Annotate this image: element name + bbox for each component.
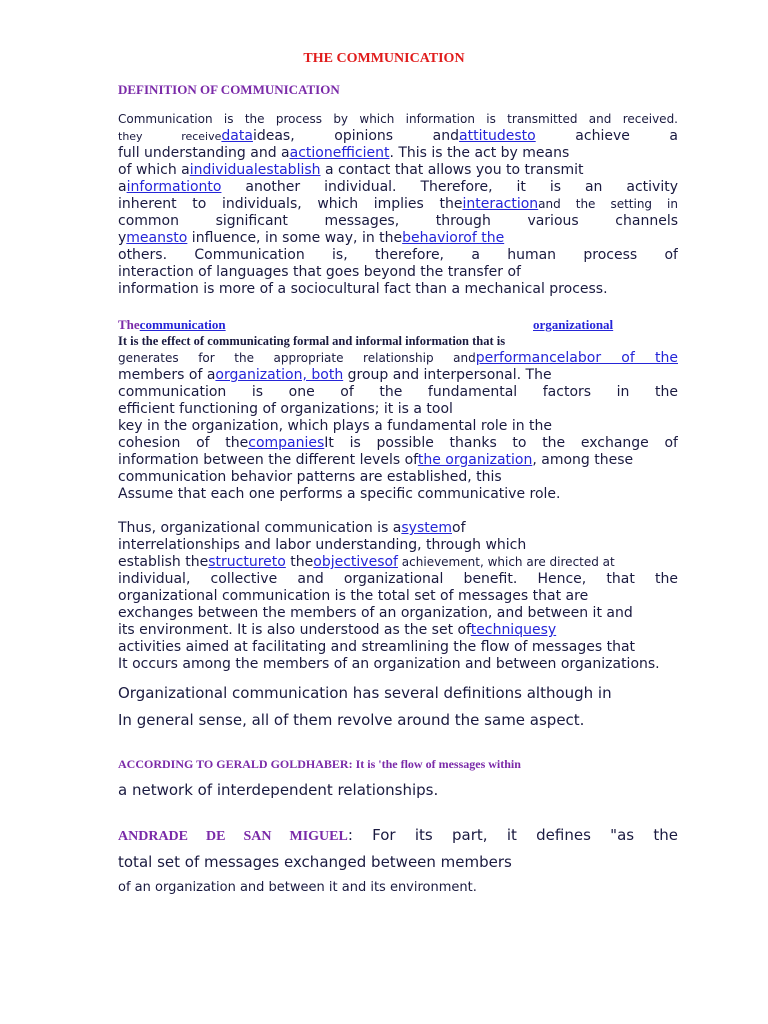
inline-text: . This is the act by means bbox=[389, 145, 570, 161]
para2-line bbox=[118, 384, 678, 401]
inline-text: efficient functioning of organizations; it is a tool bbox=[118, 401, 453, 417]
inline-link[interactable]: performancelabor of the bbox=[475, 350, 678, 366]
definitions-line-2: In general sense, all of them revolve around the same aspect. bbox=[118, 711, 585, 729]
para1-line bbox=[118, 230, 678, 247]
para3-line bbox=[118, 520, 678, 537]
inline-link[interactable]: behaviorof the bbox=[402, 230, 505, 246]
para3-line bbox=[118, 622, 678, 639]
para1-line bbox=[118, 145, 678, 162]
para1-line bbox=[118, 196, 678, 213]
inline-text: a bbox=[118, 179, 127, 195]
inline-link[interactable]: actionefficient bbox=[289, 145, 390, 161]
inline-text: the bbox=[285, 554, 314, 570]
para3-line bbox=[118, 571, 678, 588]
para3-line bbox=[118, 588, 678, 605]
para2-line bbox=[118, 486, 678, 503]
inline-text: group and interpersonal. The bbox=[343, 367, 552, 383]
para1-line bbox=[118, 213, 678, 230]
para2-line bbox=[118, 452, 678, 469]
inline-text: influence, in some way, in the bbox=[187, 230, 403, 246]
definitions-paragraph bbox=[118, 680, 678, 734]
para3-line bbox=[118, 554, 678, 571]
andrade-line-1 bbox=[118, 822, 678, 849]
inline-text: exchanges between the members of an organization, and between it and bbox=[118, 605, 633, 621]
inline-text: ideas, opinions and bbox=[252, 128, 460, 144]
inline-text: members of a bbox=[118, 367, 216, 383]
inline-text: cohesion of the bbox=[118, 435, 249, 451]
inline-text: Thus, organizational communication is a bbox=[118, 520, 402, 536]
inline-text: It is possible thanks to the exchange of bbox=[324, 435, 678, 451]
page-title: THE COMMUNICATION bbox=[303, 51, 465, 66]
inline-text: information is more of a sociocultural fact than a mechanical process. bbox=[118, 281, 608, 297]
inline-text: inherent to individuals, which implies the bbox=[118, 196, 463, 212]
inline-text: individual, collective and organizational benefit. Hence, that the bbox=[118, 571, 678, 587]
para3-line bbox=[118, 639, 678, 656]
system-paragraph bbox=[118, 520, 678, 673]
inline-text: they receive bbox=[118, 130, 222, 143]
heading-the: The bbox=[118, 317, 140, 332]
para2-line bbox=[118, 367, 678, 384]
inline-text: Assume that each one performs a specific communicative role. bbox=[118, 486, 561, 502]
para3-line bbox=[118, 537, 678, 554]
organizational-heading bbox=[118, 316, 678, 333]
inline-link[interactable]: individualestablish bbox=[189, 162, 321, 178]
inline-text: and the setting in bbox=[538, 197, 678, 211]
inline-link[interactable]: techniquesy bbox=[470, 622, 557, 638]
andrade-quote bbox=[118, 822, 678, 900]
inline-text: of bbox=[452, 520, 466, 536]
inline-text: y bbox=[118, 230, 127, 246]
organizational-paragraph bbox=[118, 350, 678, 503]
para1-line bbox=[118, 264, 678, 281]
inline-text: organizational communication is the total set of messages that are bbox=[118, 588, 589, 604]
andrade-line-3: of an organization and between it and its environment. bbox=[118, 880, 477, 895]
para2-line bbox=[118, 435, 678, 452]
goldhaber-line-1 bbox=[118, 750, 678, 777]
inline-text: activities aimed at facilitating and streamlining the flow of messages that bbox=[118, 639, 636, 655]
para1-line bbox=[118, 128, 678, 145]
inline-text: communication behavior patterns are established, this bbox=[118, 469, 502, 485]
inline-link[interactable]: structureto bbox=[208, 554, 286, 570]
inline-text: Communication is the process by which information is transmitted and received. bbox=[118, 112, 678, 126]
inline-link[interactable]: meansto bbox=[126, 230, 188, 246]
para1-line bbox=[118, 281, 678, 298]
communication-link[interactable]: communication bbox=[139, 317, 226, 332]
inline-link[interactable]: attitudesto bbox=[459, 128, 536, 144]
goldhaber-text: : It is 'the flow of messages within bbox=[348, 757, 521, 771]
definitions-line-1: Organizational communication has several definitions although in bbox=[118, 684, 612, 702]
inline-text: key in the organization, which plays a fundamental role in the bbox=[118, 418, 553, 434]
inline-text: another individual. Therefore, it is an activity bbox=[221, 179, 678, 195]
inline-text: others. Communication is, therefore, a human process of bbox=[118, 247, 678, 263]
inline-link[interactable]: interaction bbox=[462, 196, 539, 212]
andrade-text: : For its part, it defines "as the bbox=[347, 826, 678, 844]
section-heading-definition: DEFINITION OF COMMUNICATION bbox=[118, 82, 340, 97]
inline-link[interactable]: organization, both bbox=[215, 367, 344, 383]
organizational-bold-line: It is the effect of communicating formal and informal information that is bbox=[118, 334, 506, 348]
para2-line bbox=[118, 469, 678, 486]
inline-text: establish the bbox=[118, 554, 209, 570]
organizational-link[interactable]: organizational bbox=[533, 317, 614, 332]
inline-link[interactable]: the organization bbox=[417, 452, 533, 468]
para1-line bbox=[118, 111, 678, 128]
inline-link[interactable]: data bbox=[221, 128, 253, 144]
para2-line bbox=[118, 418, 678, 435]
inline-text: common significant messages, through various channels bbox=[118, 213, 678, 229]
para1-line bbox=[118, 179, 678, 196]
inline-text: communication is one of the fundamental factors in the bbox=[118, 384, 678, 400]
goldhaber-heading: ACCORDING TO GERALD GOLDHABER bbox=[118, 757, 349, 771]
para2-line bbox=[118, 401, 678, 418]
inline-link[interactable]: companies bbox=[248, 435, 325, 451]
definition-paragraph bbox=[118, 111, 678, 298]
goldhaber-quote bbox=[118, 750, 678, 804]
inline-link[interactable]: objectivesof bbox=[313, 554, 398, 570]
inline-text: interaction of languages that goes beyond the transfer of bbox=[118, 264, 521, 280]
inline-text: It occurs among the members of an organization and between organizations. bbox=[118, 656, 660, 672]
andrade-line-2: total set of messages exchanged between members bbox=[118, 853, 512, 871]
inline-text: of which a bbox=[118, 162, 190, 178]
organizational-section bbox=[118, 316, 678, 503]
para1-line bbox=[118, 247, 678, 264]
inline-text: achieve a bbox=[535, 128, 678, 144]
inline-text: its environment. It is also understood as the set of bbox=[118, 622, 471, 638]
inline-text: a contact that allows you to transmit bbox=[320, 162, 584, 178]
inline-link[interactable]: informationto bbox=[126, 179, 222, 195]
para3-line bbox=[118, 605, 678, 622]
andrade-heading: ANDRADE DE SAN MIGUEL bbox=[118, 829, 348, 844]
inline-text: full understanding and a bbox=[118, 145, 290, 161]
para3-line bbox=[118, 656, 678, 673]
inline-text: generates for the appropriate relationship and bbox=[118, 351, 476, 365]
inline-link[interactable]: system bbox=[401, 520, 453, 536]
inline-text: achievement, which are directed at bbox=[397, 555, 615, 569]
para2-line bbox=[118, 350, 678, 367]
para1-line bbox=[118, 162, 678, 179]
inline-text: , among these bbox=[532, 452, 634, 468]
inline-text: information between the different levels of bbox=[118, 452, 418, 468]
inline-text: interrelationships and labor understanding, through which bbox=[118, 537, 527, 553]
goldhaber-line-2: a network of interdependent relationships. bbox=[118, 781, 439, 799]
